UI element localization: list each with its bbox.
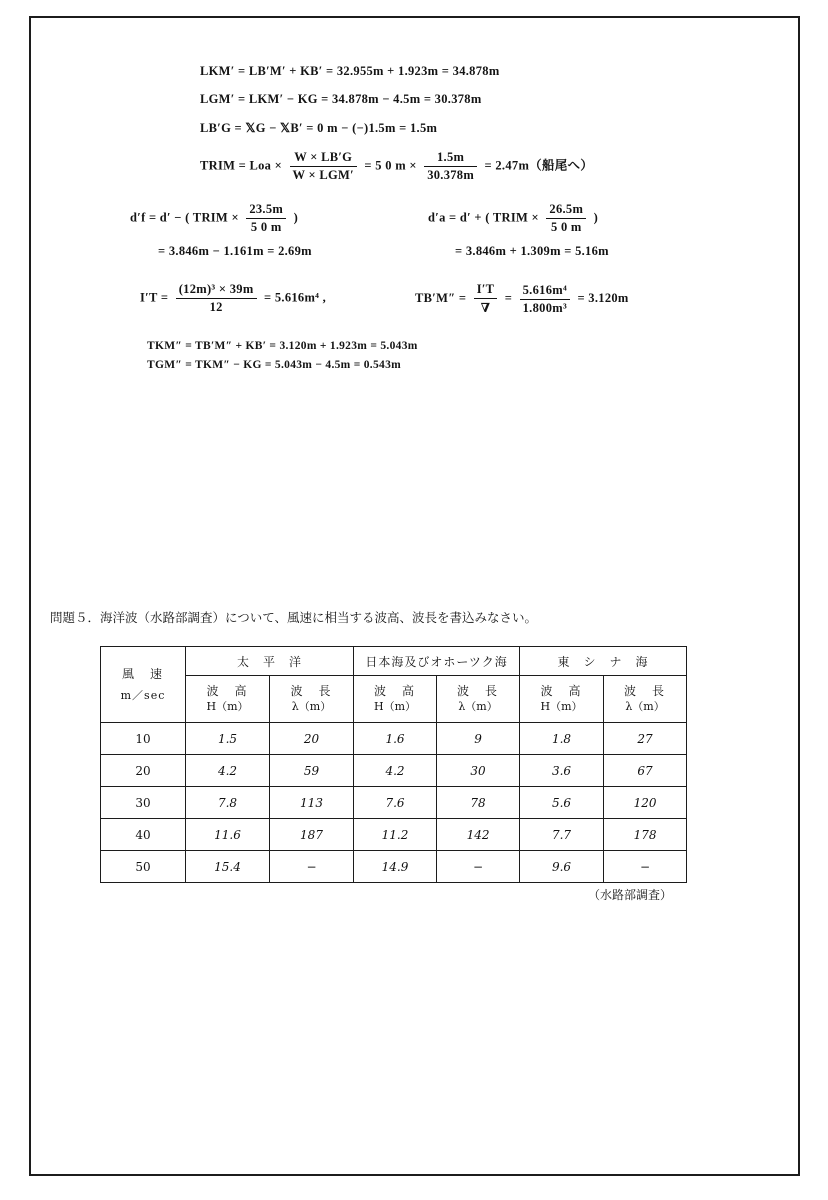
trim-fraction-1-denominator: W × LGM′ <box>292 168 354 182</box>
equation-tbm <box>415 282 629 316</box>
wave-length-label: 波 長 <box>290 684 333 698</box>
tbm-fraction-2-numerator: 5.616m⁴ <box>520 283 570 300</box>
equation-draft-aft <box>428 202 598 235</box>
wave-value-cell[interactable]: 15.4 <box>186 851 270 883</box>
wave-length-unit: λ（m） <box>291 700 332 713</box>
dft-lhs: d′f = d′ − ( TRIM × <box>130 210 239 225</box>
it-lhs: I′T = <box>140 290 169 305</box>
equation-draft-forward <box>130 202 298 235</box>
table-subheader-row <box>101 676 687 723</box>
da-denominator: 5 0 m <box>550 220 582 234</box>
wave-value-cell[interactable]: 142 <box>437 819 520 851</box>
table-row <box>101 819 687 851</box>
wave-value-cell[interactable]: 1.6 <box>354 723 437 755</box>
da-numerator: 26.5m <box>546 202 586 219</box>
page-border <box>29 16 800 1176</box>
equation-tkm: TKM″ = TB′M″ + KB′ = 3.120m + 1.923m = 5.043m <box>147 340 418 352</box>
wave-value-cell[interactable]: 113 <box>270 787 354 819</box>
wind-speed-unit: m／sec <box>120 688 166 702</box>
da-fraction <box>546 202 586 235</box>
wave-value-cell[interactable]: 20 <box>270 723 354 755</box>
wind-speed-cell: 30 <box>101 787 186 819</box>
wave-table <box>100 646 687 883</box>
wind-speed-label: 風 速 <box>121 666 164 681</box>
tbm-rhs: = 3.120m <box>577 290 629 305</box>
equation-draft-forward-result: = 3.846m − 1.161m = 2.69m <box>158 244 312 258</box>
trim-lhs: TRIM = Loa × <box>200 158 283 173</box>
it-rhs: = 5.616m⁴ , <box>264 290 327 305</box>
wave-length-unit: λ（m） <box>458 700 498 713</box>
wave-value-cell[interactable]: − <box>270 851 354 883</box>
wave-value-cell[interactable]: 14.9 <box>354 851 437 883</box>
wave-value-cell[interactable]: 9 <box>437 723 520 755</box>
wave-height-unit: H（m） <box>206 700 249 713</box>
equation-moment-of-inertia <box>140 282 326 315</box>
wave-value-cell[interactable]: 4.2 <box>354 755 437 787</box>
wave-value-cell[interactable]: 30 <box>437 755 520 787</box>
wave-value-cell[interactable]: 5.6 <box>520 787 604 819</box>
wave-value-cell[interactable]: 7.7 <box>520 819 604 851</box>
wave-value-cell[interactable]: 187 <box>270 819 354 851</box>
wave-value-cell[interactable]: 120 <box>604 787 687 819</box>
wave-height-label: 波 高 <box>540 684 583 698</box>
it-fraction <box>176 282 257 315</box>
trim-fraction-2-numerator: 1.5m <box>424 150 477 167</box>
trim-rhs: = 2.47m（船尾へ） <box>484 158 594 173</box>
wave-height-label: 波 高 <box>206 684 249 698</box>
wave-value-cell[interactable]: 59 <box>270 755 354 787</box>
wind-speed-cell: 10 <box>101 723 186 755</box>
wave-height-label: 波 高 <box>374 684 417 698</box>
table-row <box>101 787 687 819</box>
wave-value-cell[interactable]: 11.6 <box>186 819 270 851</box>
dft-denominator: 5 0 m <box>250 220 282 234</box>
wind-speed-cell: 20 <box>101 755 186 787</box>
wave-value-cell[interactable]: − <box>604 851 687 883</box>
wave-value-cell[interactable]: 11.2 <box>354 819 437 851</box>
tbm-lhs: TB′M″ = <box>415 290 467 305</box>
wind-speed-cell: 40 <box>101 819 186 851</box>
wave-value-cell[interactable]: 9.6 <box>520 851 604 883</box>
tbm-fraction-1-denominator: ∇ <box>480 301 491 315</box>
table-row <box>101 851 687 883</box>
question-5: 問題５．海洋波（水路部調査）について、風速に相当する波高、波長を書込みなさい。 <box>50 610 538 625</box>
tbm-fraction-1-numerator: I′T <box>474 282 498 299</box>
table-header-row <box>101 647 687 676</box>
da-close: ) <box>593 210 599 225</box>
dft-close: ) <box>293 210 299 225</box>
wave-height-header <box>354 676 437 723</box>
wave-height-header <box>186 676 270 723</box>
tbm-fraction-2 <box>520 283 570 316</box>
region-japan-sea-okhotsk: 日本海及びオホーツク海 <box>354 647 520 676</box>
region-pacific: 太 平 洋 <box>186 647 354 676</box>
wave-value-cell[interactable]: 67 <box>604 755 687 787</box>
equation-lbg: LB′G = 𝕏G − 𝕏B′ = 0 m − (−)1.5m = 1.5m <box>200 121 438 135</box>
wind-speed-header <box>101 647 186 723</box>
tbm-mid: = <box>504 290 513 305</box>
wave-value-cell[interactable]: 1.5 <box>186 723 270 755</box>
da-lhs: d′a = d′ + ( TRIM × <box>428 210 539 225</box>
wave-length-label: 波 長 <box>624 684 667 698</box>
equation-lkm: LKM′ = LB′M′ + KB′ = 32.955m + 1.923m = 34.878m <box>200 64 500 78</box>
equation-draft-aft-result: = 3.846m + 1.309m = 5.16m <box>455 244 609 258</box>
table-row <box>101 755 687 787</box>
equation-trim <box>200 150 593 183</box>
wave-value-cell[interactable]: 178 <box>604 819 687 851</box>
trim-fraction-1 <box>290 150 357 183</box>
equation-lgm: LGM′ = LKM′ − KG = 34.878m − 4.5m = 30.378m <box>200 92 482 106</box>
tbm-fraction-1 <box>474 282 498 316</box>
wave-length-header <box>604 676 687 723</box>
wave-value-cell[interactable]: 1.8 <box>520 723 604 755</box>
tbm-fraction-2-denominator: 1.800m³ <box>522 300 568 315</box>
equation-tgm: TGM″ = TKM″ − KG = 5.043m − 4.5m = 0.543m <box>147 359 402 371</box>
trim-mid: = 5 0 m × <box>364 158 417 173</box>
wave-value-cell[interactable]: − <box>437 851 520 883</box>
region-east-china-sea: 東 シ ナ 海 <box>520 647 687 676</box>
wave-length-header <box>270 676 354 723</box>
wave-value-cell[interactable]: 4.2 <box>186 755 270 787</box>
wave-value-cell[interactable]: 7.6 <box>354 787 437 819</box>
it-denominator: 12 <box>209 300 223 314</box>
wind-speed-cell: 50 <box>101 851 186 883</box>
it-numerator: (12m)³ × 39m <box>176 282 257 299</box>
wave-height-header <box>520 676 604 723</box>
wave-height-unit: H（m） <box>374 700 417 713</box>
wave-value-cell[interactable]: 78 <box>437 787 520 819</box>
table-row <box>101 723 687 755</box>
source-note: （水路部調査） <box>588 888 673 902</box>
dft-fraction <box>246 202 286 235</box>
wave-value-cell[interactable]: 7.8 <box>186 787 270 819</box>
trim-fraction-1-numerator: W × LB′G <box>290 150 357 167</box>
wave-height-unit: H（m） <box>540 700 583 713</box>
trim-fraction-2 <box>424 150 477 183</box>
trim-fraction-2-denominator: 30.378m <box>427 168 475 182</box>
dft-numerator: 23.5m <box>246 202 286 219</box>
wave-value-cell[interactable]: 27 <box>604 723 687 755</box>
wave-length-label: 波 長 <box>457 684 500 698</box>
wave-value-cell[interactable]: 3.6 <box>520 755 604 787</box>
wave-length-header <box>437 676 520 723</box>
wave-length-unit: λ（m） <box>625 700 665 713</box>
